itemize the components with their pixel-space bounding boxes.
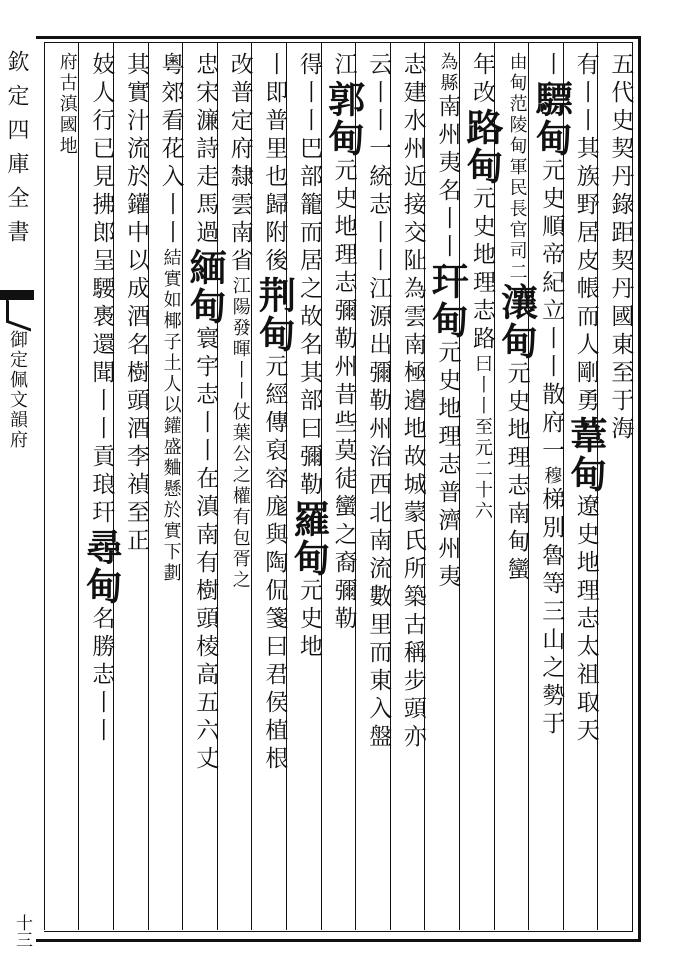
entry-headword: 驃甸 (529, 80, 574, 158)
text-segment: 為縣 (437, 52, 459, 94)
text-segment: 元史地理志南甸蠻 (503, 361, 530, 585)
text-segment: 遼史地理志太祖取天 (572, 494, 599, 746)
column-rule (494, 42, 495, 930)
column-rule (113, 42, 114, 930)
entry-headword: 尋甸 (79, 528, 124, 606)
text-segment: 忠宋濂詩走馬過 (192, 52, 219, 248)
entry-headword: 緬甸 (183, 248, 228, 326)
entry-headword: 葦甸 (563, 416, 608, 494)
text-segment: 江 (330, 52, 357, 80)
gutter-title: 欽定四庫全書 (4, 50, 29, 254)
text-segment: 穆 (541, 466, 563, 487)
column-rule (597, 42, 598, 930)
entry-headword: 玕甸 (425, 262, 470, 340)
text-segment: 得丨丨巴部籠而居之故名其部曰彌勒 (296, 52, 322, 500)
text-segment: 五代史契丹錄距契丹國東至于海 (607, 52, 634, 444)
text-segment: 丨 (538, 52, 565, 80)
text-segment: 名勝志丨丨 (88, 606, 115, 746)
text-segment: 元史地 (296, 578, 322, 662)
entry-headword: 荆甸 (252, 276, 297, 354)
column-rule (78, 42, 79, 930)
text-segment: 粵郊看花入丨丨 (157, 52, 184, 248)
entry-headword: 路甸 (460, 108, 504, 186)
text-segment: 由甸范陵甸軍民長官司二 (506, 52, 528, 283)
column-rule (528, 42, 529, 930)
column-rule (390, 42, 391, 930)
column-rule (251, 42, 252, 930)
column-rule (424, 42, 425, 930)
text-segment: 元史地理志路 (469, 186, 495, 354)
fish-tail-mark-icon (0, 290, 34, 324)
text-segment: 元經傳裒容庬與陶侃箋曰君侯植根 (261, 354, 288, 774)
text-segment: 改普定府隸雲南省 (226, 52, 253, 276)
column-rule (459, 42, 460, 930)
text-segment: 府古滇國地 (56, 52, 78, 157)
text-segment: 梯別魯等三山之勢于 (538, 487, 565, 739)
text-segment: 元史地理志普濟州夷 (434, 340, 461, 592)
text-segment: 元史地理志彌勒州昔些莫徒蠻之裔彌勒 (330, 158, 357, 634)
column-rule (563, 42, 564, 930)
column-rule (148, 42, 149, 930)
text-segment: 南州夷名丨丨 (434, 94, 461, 262)
folio-number: 十三 (12, 914, 32, 948)
column-rule (217, 42, 218, 930)
text-segment: 江陽發暉丨丨仗葉公之權有包胥之 (229, 276, 251, 591)
text-segment: 志建水州近接交阯為雲南極邉地故城蒙氏所築古稱步頭亦 (399, 52, 426, 752)
entry-headword: 羅甸 (287, 500, 331, 578)
column-rule (355, 42, 356, 930)
text-segment: 年改 (469, 52, 495, 108)
column-rule (182, 42, 183, 930)
text-segment: 丨即普里也歸附後 (261, 52, 288, 276)
text-segment: 曰丨丨至元二十六 (472, 354, 493, 522)
column-rule (44, 42, 45, 930)
text-segment: 妓人行已見拂郎呈騕褭還聞丨丨貢琅玕 (88, 52, 115, 528)
entry-headword: 瀼甸 (494, 283, 539, 361)
text-segment: 其實汁流於鑵中以成酒名樹頭酒李禎至正 (123, 52, 149, 556)
gutter-subtitle: 御定佩文韻府 (7, 330, 28, 450)
text-column (40, 52, 84, 922)
entry-headword: 郭甸 (321, 80, 366, 158)
text-segment: 寰宇志丨丨在滇南有樹頭棱高五六丈 (192, 326, 219, 774)
column-rule (321, 42, 322, 930)
text-segment: 有丨丨其族野居皮帳而人剛勇 (572, 52, 599, 416)
column-rule (286, 42, 287, 930)
text-segment: 元史順帝紀立丨丨散府一 (538, 158, 565, 466)
text-segment: 結實如椰子土人以鑵盛麯懸於實下劃 (160, 248, 182, 584)
text-segment: 云丨丨一統志丨丨江源出彌勒州治西北南流數里而東入盤 (365, 52, 392, 752)
